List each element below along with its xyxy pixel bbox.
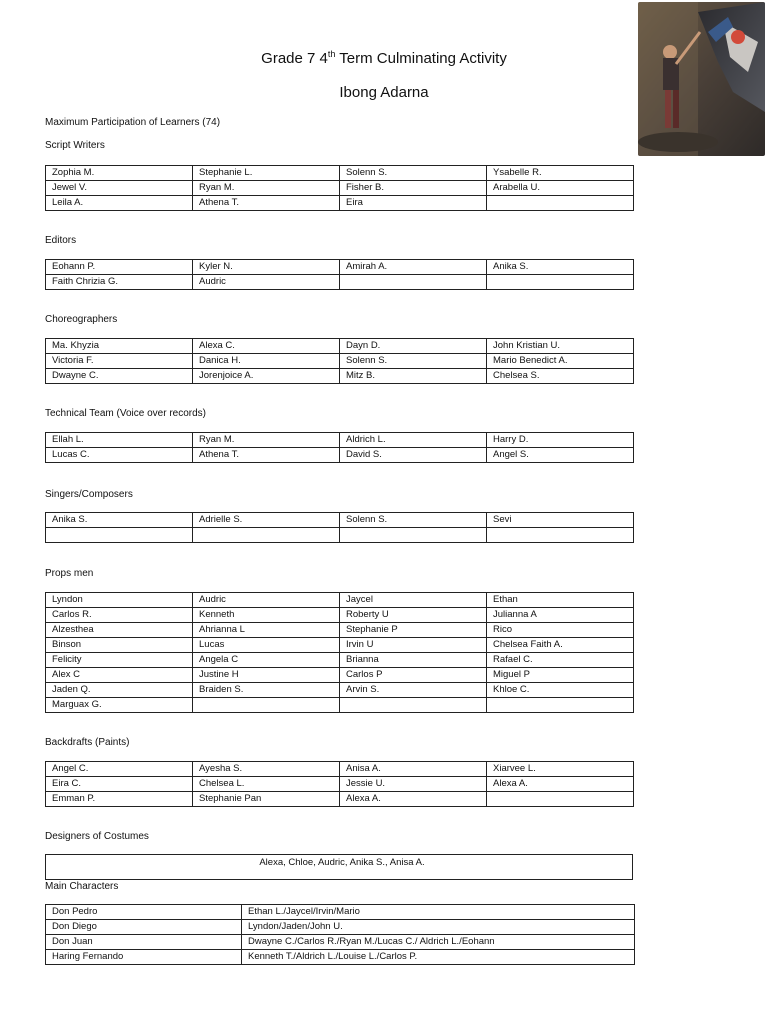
table-cell: Anika S. xyxy=(46,513,193,528)
table-cell: Alexa A. xyxy=(487,777,634,792)
table-cell: Marguax G. xyxy=(46,698,193,713)
table-cell: Audric xyxy=(193,593,340,608)
character-cast: Dwayne C./Carlos R./Ryan M./Lucas C./ Aldrich L./Eohann xyxy=(242,935,635,950)
table-row xyxy=(46,653,634,668)
table-cell: Lucas C. xyxy=(46,448,193,463)
table-cell: Solenn S. xyxy=(340,513,487,528)
table-cell: Ryan M. xyxy=(193,181,340,196)
table-cell: Kyler N. xyxy=(193,260,340,275)
costume-designers-cell: Alexa, Chloe, Audric, Anika S., Anisa A. xyxy=(46,855,633,880)
table-cell: Kenneth xyxy=(193,608,340,623)
table-cell: Chelsea Faith A. xyxy=(487,638,634,653)
table-cell: Arvin S. xyxy=(340,683,487,698)
table-row xyxy=(46,777,634,792)
editors-table xyxy=(45,259,634,290)
table-row xyxy=(46,935,635,950)
ibong-adarna-painting xyxy=(638,2,765,156)
character-name: Don Diego xyxy=(46,920,242,935)
main-characters-heading: Main Characters xyxy=(45,881,119,892)
editors-heading: Editors xyxy=(45,235,77,246)
table-cell: Carlos R. xyxy=(46,608,193,623)
table-cell: Leila A. xyxy=(46,196,193,211)
table-cell xyxy=(193,698,340,713)
table-row xyxy=(46,920,635,935)
character-cast: Lyndon/Jaden/John U. xyxy=(242,920,635,935)
table-cell: Mario Benedict A. xyxy=(487,354,634,369)
table-cell: Athena T. xyxy=(193,196,340,211)
table-cell: Ellah L. xyxy=(46,433,193,448)
table-cell: Faith Chrizia G. xyxy=(46,275,193,290)
table-cell: Felicity xyxy=(46,653,193,668)
table-cell xyxy=(487,528,634,543)
table-cell: Jessie U. xyxy=(340,777,487,792)
table-row xyxy=(46,608,634,623)
table-cell: Victoria F. xyxy=(46,354,193,369)
table-cell: Harry D. xyxy=(487,433,634,448)
table-row xyxy=(46,166,634,181)
table-row xyxy=(46,855,633,880)
table-row xyxy=(46,905,635,920)
table-cell: Braiden S. xyxy=(193,683,340,698)
participation-label: Maximum Participation of Learners (74) xyxy=(45,117,221,128)
table-cell xyxy=(340,275,487,290)
table-cell: Alzesthea xyxy=(46,623,193,638)
table-cell: Emman P. xyxy=(46,792,193,807)
costumes-heading: Designers of Costumes xyxy=(45,831,149,842)
table-cell: Ethan xyxy=(487,593,634,608)
table-row xyxy=(46,369,634,384)
table-row xyxy=(46,433,634,448)
table-row xyxy=(46,513,634,528)
table-cell xyxy=(487,275,634,290)
table-row xyxy=(46,623,634,638)
table-cell: Fisher B. xyxy=(340,181,487,196)
table-cell: Eohann P. xyxy=(46,260,193,275)
technical-team-table xyxy=(45,432,634,463)
table-cell: Ysabelle R. xyxy=(487,166,634,181)
script-writers-heading: Script Writers xyxy=(45,140,105,151)
table-cell: Binson xyxy=(46,638,193,653)
costumes-table xyxy=(45,854,633,880)
backdrafts-heading: Backdrafts (Paints) xyxy=(45,737,130,748)
title-main: Grade 7 4 xyxy=(261,50,328,67)
table-cell: Stephanie P xyxy=(340,623,487,638)
table-row xyxy=(46,638,634,653)
table-cell: Arabella U. xyxy=(487,181,634,196)
table-cell: Solenn S. xyxy=(340,166,487,181)
table-cell: Ahrianna L xyxy=(193,623,340,638)
table-row xyxy=(46,275,634,290)
table-cell: Alex C xyxy=(46,668,193,683)
table-cell xyxy=(340,698,487,713)
table-row xyxy=(46,181,634,196)
table-cell: Amirah A. xyxy=(340,260,487,275)
table-row xyxy=(46,339,634,354)
script-writers-table xyxy=(45,165,634,211)
table-row xyxy=(46,668,634,683)
table-row xyxy=(46,448,634,463)
table-cell: Chelsea L. xyxy=(193,777,340,792)
table-cell: Zophia M. xyxy=(46,166,193,181)
table-cell: Jaden Q. xyxy=(46,683,193,698)
title-superscript: th xyxy=(327,49,336,59)
table-row xyxy=(46,528,634,543)
table-cell: Jewel V. xyxy=(46,181,193,196)
table-row xyxy=(46,196,634,211)
table-cell: David S. xyxy=(340,448,487,463)
table-cell: Chelsea S. xyxy=(487,369,634,384)
table-cell: Aldrich L. xyxy=(340,433,487,448)
character-name: Don Juan xyxy=(46,935,242,950)
character-name: Don Pedro xyxy=(46,905,242,920)
table-cell xyxy=(487,196,634,211)
table-cell: Dayn D. xyxy=(340,339,487,354)
table-cell: Adrielle S. xyxy=(193,513,340,528)
table-cell: Rafael C. xyxy=(487,653,634,668)
table-cell xyxy=(487,792,634,807)
table-row xyxy=(46,593,634,608)
main-characters-table xyxy=(45,904,635,965)
singers-heading: Singers/Composers xyxy=(45,489,133,500)
table-row xyxy=(46,792,634,807)
table-cell: Jorenjoice A. xyxy=(193,369,340,384)
table-cell: Anika S. xyxy=(487,260,634,275)
table-cell: Rico xyxy=(487,623,634,638)
table-cell: Irvin U xyxy=(340,638,487,653)
table-cell: Athena T. xyxy=(193,448,340,463)
table-cell: Miguel P xyxy=(487,668,634,683)
table-cell: Stephanie L. xyxy=(193,166,340,181)
table-cell: Anisa A. xyxy=(340,762,487,777)
table-cell: Lyndon xyxy=(46,593,193,608)
character-cast: Ethan L./Jaycel/Irvin/Mario xyxy=(242,905,635,920)
character-name: Haring Fernando xyxy=(46,950,242,965)
singers-table xyxy=(45,512,634,543)
table-cell: Alexa A. xyxy=(340,792,487,807)
page-subtitle: Ibong Adarna xyxy=(339,84,429,101)
table-cell: Brianna xyxy=(340,653,487,668)
table-cell: Audric xyxy=(193,275,340,290)
character-cast: Kenneth T./Aldrich L./Louise L./Carlos P. xyxy=(242,950,635,965)
table-row xyxy=(46,683,634,698)
table-cell: John Kristian U. xyxy=(487,339,634,354)
table-cell: Mitz B. xyxy=(340,369,487,384)
table-cell: Solenn S. xyxy=(340,354,487,369)
table-cell: Ayesha S. xyxy=(193,762,340,777)
table-cell: Angela C xyxy=(193,653,340,668)
table-cell: Danica H. xyxy=(193,354,340,369)
table-row xyxy=(46,762,634,777)
table-cell: Justine H xyxy=(193,668,340,683)
table-cell: Sevi xyxy=(487,513,634,528)
table-cell: Julianna A xyxy=(487,608,634,623)
table-cell: Eira C. xyxy=(46,777,193,792)
choreographers-table xyxy=(45,338,634,384)
technical-team-heading: Technical Team (Voice over records) xyxy=(45,408,206,419)
table-cell xyxy=(487,698,634,713)
table-cell: Jaycel xyxy=(340,593,487,608)
title-rest: Term Culminating Activity xyxy=(335,50,507,67)
table-cell: Eira xyxy=(340,196,487,211)
backdrafts-table xyxy=(45,761,634,807)
table-cell: Ma. Khyzia xyxy=(46,339,193,354)
table-cell: Stephanie Pan xyxy=(193,792,340,807)
table-cell: Alexa C. xyxy=(193,339,340,354)
table-cell: Carlos P xyxy=(340,668,487,683)
table-cell: Roberty U xyxy=(340,608,487,623)
table-row xyxy=(46,950,635,965)
table-cell: Khloe C. xyxy=(487,683,634,698)
choreographers-heading: Choreographers xyxy=(45,314,118,325)
table-row xyxy=(46,260,634,275)
table-cell: Angel S. xyxy=(487,448,634,463)
table-row xyxy=(46,354,634,369)
table-cell: Dwayne C. xyxy=(46,369,193,384)
table-cell: Lucas xyxy=(193,638,340,653)
props-men-table xyxy=(45,592,634,713)
table-cell xyxy=(193,528,340,543)
table-cell xyxy=(340,528,487,543)
table-cell xyxy=(46,528,193,543)
props-men-heading: Props men xyxy=(45,568,94,579)
table-row xyxy=(46,698,634,713)
table-cell: Xiarvee L. xyxy=(487,762,634,777)
table-cell: Angel C. xyxy=(46,762,193,777)
table-cell: Ryan M. xyxy=(193,433,340,448)
